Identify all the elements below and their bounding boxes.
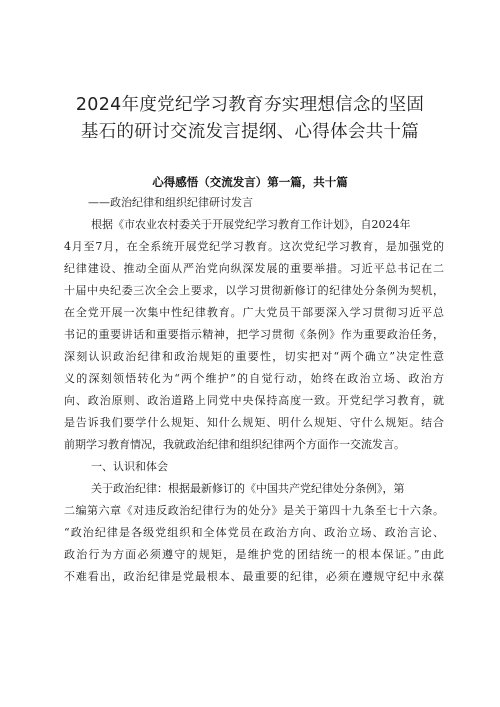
paragraph-line: 前期学习教育情况，我就政治纪律和组织纪律两个方面作一交流发言。	[64, 438, 405, 451]
document-title	[40, 92, 460, 146]
paragraph-line: 十届中央纪委三次全会上要求，以学习贯彻新修订的纪律处分条例为契机，	[64, 284, 444, 297]
paragraph-line: 4月至7月，在全系统开展党纪学习教育。这次党纪学习教育，是加强党的	[64, 240, 444, 253]
paragraph-line: 纪律建设、推动全面从严治党向纵深发展的重要举措。习近平总书记在二	[64, 262, 444, 275]
section-byline: ——政治纪律和组织纪律研讨发言	[88, 196, 253, 209]
paragraph-line: 向、政治原则、政治道路上同党中央保持高度一致。开党纪学习教育，就	[64, 394, 444, 407]
paragraph-line: 深刻认识政治纪律和政治规矩的重要性，切实把对“两个确立”决定性意	[64, 350, 444, 363]
paragraph-line: 是告诉我们要学什么规矩、知什么规矩、明什么规矩、守什么规矩。结合	[64, 416, 444, 429]
title-line: 基石的研讨交流发言提纲、心得体会共十篇	[80, 122, 420, 142]
paragraph-line: 书记的重要讲话和重要指示精神，把学习贯彻《条例》作为重要政治任务，	[64, 328, 444, 341]
paragraph-line: 关于政治纪律：根据最新修订的《中国共产党纪律处分条例》，第	[91, 482, 405, 495]
section-heading: 一、认识和体会	[91, 460, 168, 473]
title-line: 2024年度党纪学习教育夯实理想信念的坚固	[75, 95, 425, 115]
paragraph-line: 义的深刻领悟转化为“两个维护”的自觉行动，始终在政治立场、政治方	[64, 372, 444, 385]
paragraph-line: 在全党开展一次集中性纪律教育。广大党员干部要深入学习贯彻习近平总	[64, 306, 444, 319]
paragraph-line: 二编第六章《对违反政治纪律行为的处分》是关于第四十九条至七十六条。	[64, 504, 444, 517]
section-subtitle: 心得感悟（交流发言）第一篇，共十篇	[152, 175, 348, 189]
paragraph-line: 政治行为方面必须遵守的规矩，是维护党的团结统一的根本保证。”由此	[64, 548, 444, 561]
paragraph-line: 根据《市农业农村委关于开展党纪学习教育工作计划》，自2024年	[91, 218, 411, 231]
paragraph-line: 不难看出，政治纪律是党最根本、最重要的纪律，必须在遵规守纪中永葆	[64, 570, 444, 583]
paragraph-line: “政治纪律是各级党组织和全体党员在政治方向、政治立场、政治言论、	[64, 526, 444, 539]
body-text	[64, 214, 444, 588]
